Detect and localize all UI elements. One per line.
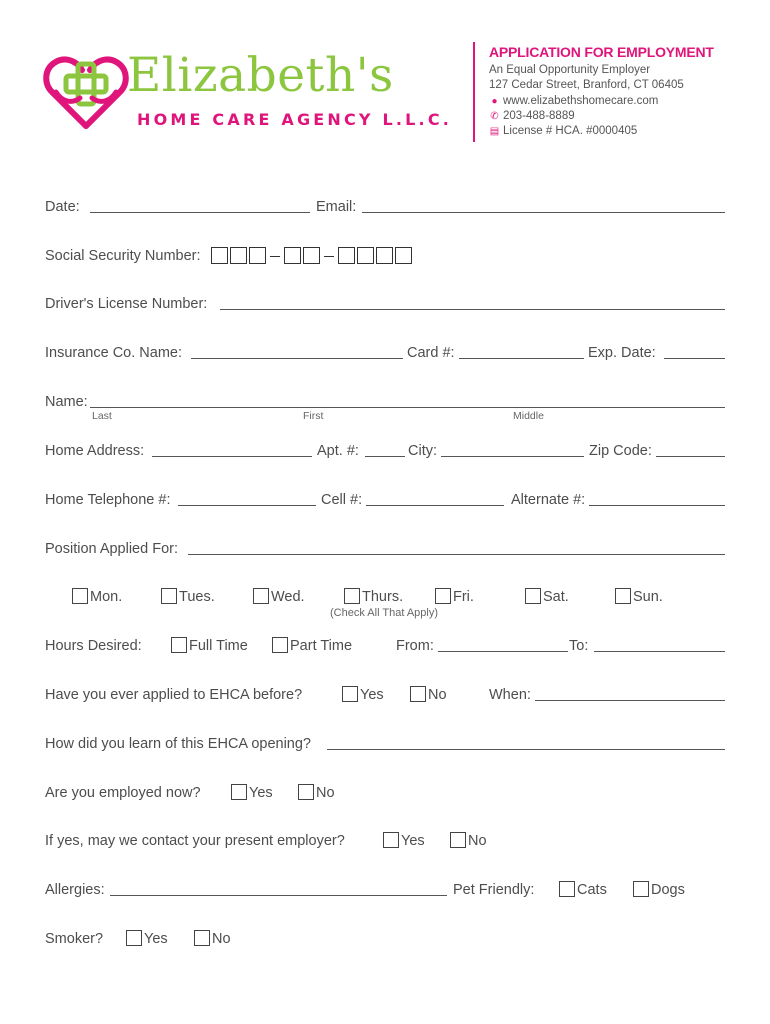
employed-yes-checkbox[interactable] bbox=[231, 784, 247, 800]
from-label: From: bbox=[396, 638, 434, 654]
globe-icon: ● bbox=[491, 96, 498, 107]
logo-subtitle: HOME CARE AGENCY L.L.C. bbox=[137, 110, 453, 129]
ssn-label: Social Security Number: bbox=[45, 248, 201, 264]
employed-yes-label: Yes bbox=[249, 785, 273, 801]
position-field[interactable] bbox=[188, 554, 725, 555]
pet-friendly-label: Pet Friendly: bbox=[453, 882, 535, 898]
exp-field[interactable] bbox=[664, 358, 725, 359]
learn-field[interactable] bbox=[327, 749, 725, 750]
day-label-thurs: Thurs. bbox=[362, 589, 404, 605]
apt-label: Apt. #: bbox=[317, 443, 359, 459]
cats-label: Cats bbox=[577, 882, 607, 898]
ssn-box[interactable] bbox=[376, 247, 393, 264]
day-label-sat: Sat. bbox=[543, 589, 569, 605]
smoker-yes-checkbox[interactable] bbox=[126, 930, 142, 946]
position-label: Position Applied For: bbox=[45, 541, 178, 557]
ssn-box[interactable] bbox=[211, 247, 228, 264]
card-field[interactable] bbox=[459, 358, 584, 359]
logo-name: Elizabeth's bbox=[127, 48, 394, 103]
address-text: 127 Cedar Street, Branford, CT 06405 bbox=[489, 79, 684, 91]
smoker-no-label: No bbox=[212, 931, 231, 947]
insurance-field[interactable] bbox=[191, 358, 403, 359]
to-field[interactable] bbox=[594, 651, 725, 652]
name-label: Name: bbox=[45, 394, 88, 410]
ssn-box[interactable] bbox=[249, 247, 266, 264]
day-label-mon: Mon. bbox=[90, 589, 123, 605]
cell-field[interactable] bbox=[366, 505, 504, 506]
dogs-label: Dogs bbox=[651, 882, 685, 898]
full-time-checkbox[interactable] bbox=[171, 637, 187, 653]
license-text: License # HCA. #0000405 bbox=[503, 125, 638, 137]
home-address-field[interactable] bbox=[152, 456, 312, 457]
when-field[interactable] bbox=[535, 700, 725, 701]
hours-label: Hours Desired: bbox=[45, 638, 142, 654]
phone-icon: ✆ bbox=[490, 111, 499, 122]
contact-yes-checkbox[interactable] bbox=[383, 832, 399, 848]
applied-no-checkbox[interactable] bbox=[410, 686, 426, 702]
alternate-field[interactable] bbox=[589, 505, 725, 506]
website-text: www.elizabethshomecare.com bbox=[503, 95, 659, 107]
day-checkbox-tues[interactable] bbox=[161, 588, 177, 604]
form-title: APPLICATION FOR EMPLOYMENT bbox=[489, 44, 714, 60]
smoker-no-checkbox[interactable] bbox=[194, 930, 210, 946]
home-address-label: Home Address: bbox=[45, 443, 145, 459]
dogs-checkbox[interactable] bbox=[633, 881, 649, 897]
date-label: Date: bbox=[45, 199, 80, 215]
email-label: Email: bbox=[316, 199, 357, 215]
date-field[interactable] bbox=[90, 212, 310, 213]
city-field[interactable] bbox=[441, 456, 584, 457]
from-field[interactable] bbox=[438, 651, 568, 652]
eoe-text: An Equal Opportunity Employer bbox=[489, 64, 651, 76]
day-checkbox-sun[interactable] bbox=[615, 588, 631, 604]
ssn-box[interactable] bbox=[357, 247, 374, 264]
applied-yes-checkbox[interactable] bbox=[342, 686, 358, 702]
website-row bbox=[489, 94, 658, 109]
ssn-box[interactable] bbox=[338, 247, 355, 264]
name-last-caption: Last bbox=[92, 410, 112, 422]
to-label: To: bbox=[569, 638, 589, 654]
phone-text: 203-488-8889 bbox=[503, 110, 575, 122]
exp-label: Exp. Date: bbox=[588, 345, 656, 361]
contact-label: If yes, may we contact your present employer? bbox=[45, 833, 345, 849]
employed-label: Are you employed now? bbox=[45, 785, 201, 801]
days-note: (Check All That Apply) bbox=[330, 607, 439, 619]
day-label-sun: Sun. bbox=[633, 589, 663, 605]
day-checkbox-mon[interactable] bbox=[72, 588, 88, 604]
day-label-tues: Tues. bbox=[179, 589, 215, 605]
day-label-wed: Wed. bbox=[271, 589, 305, 605]
card-label: Card #: bbox=[407, 345, 455, 361]
ssn-dash bbox=[324, 256, 334, 257]
cell-label: Cell #: bbox=[321, 492, 363, 508]
contact-yes-label: Yes bbox=[401, 833, 425, 849]
city-label: City: bbox=[408, 443, 437, 459]
when-label: When: bbox=[489, 687, 531, 703]
name-field[interactable] bbox=[90, 407, 725, 408]
dl-label: Driver's License Number: bbox=[45, 296, 208, 312]
ssn-box[interactable] bbox=[303, 247, 320, 264]
logo-icon bbox=[42, 46, 130, 132]
id-card-icon: ▤ bbox=[489, 126, 500, 137]
contact-no-label: No bbox=[468, 833, 487, 849]
allergies-field[interactable] bbox=[110, 895, 447, 896]
ssn-box[interactable] bbox=[395, 247, 412, 264]
zip-label: Zip Code: bbox=[589, 443, 652, 459]
day-checkbox-sat[interactable] bbox=[525, 588, 541, 604]
name-middle-caption: Middle bbox=[513, 410, 544, 422]
day-checkbox-wed[interactable] bbox=[253, 588, 269, 604]
allergies-label: Allergies: bbox=[45, 882, 105, 898]
ssn-box[interactable] bbox=[230, 247, 247, 264]
ssn-box[interactable] bbox=[284, 247, 301, 264]
email-field[interactable] bbox=[362, 212, 725, 213]
smoker-yes-label: Yes bbox=[144, 931, 168, 947]
employed-no-label: No bbox=[316, 785, 335, 801]
home-tel-field[interactable] bbox=[178, 505, 316, 506]
applied-no-label: No bbox=[428, 687, 447, 703]
day-checkbox-fri[interactable] bbox=[435, 588, 451, 604]
applied-yes-label: Yes bbox=[360, 687, 384, 703]
insurance-label: Insurance Co. Name: bbox=[45, 345, 183, 361]
learn-label: How did you learn of this EHCA opening? bbox=[45, 736, 311, 752]
part-time-checkbox[interactable] bbox=[272, 637, 288, 653]
cats-checkbox[interactable] bbox=[559, 881, 575, 897]
employed-no-checkbox[interactable] bbox=[298, 784, 314, 800]
applied-before-label: Have you ever applied to EHCA before? bbox=[45, 687, 303, 703]
license-row bbox=[489, 124, 637, 139]
day-label-fri: Fri. bbox=[453, 589, 474, 605]
home-tel-label: Home Telephone #: bbox=[45, 492, 171, 508]
phone-row bbox=[489, 109, 575, 124]
smoker-label: Smoker? bbox=[45, 931, 104, 947]
zip-field[interactable] bbox=[656, 456, 725, 457]
apt-field[interactable] bbox=[365, 456, 405, 457]
full-time-label: Full Time bbox=[189, 638, 248, 654]
alternate-label: Alternate #: bbox=[511, 492, 586, 508]
part-time-label: Part Time bbox=[290, 638, 353, 654]
dl-field[interactable] bbox=[220, 309, 725, 310]
ssn-dash bbox=[270, 256, 280, 257]
contact-no-checkbox[interactable] bbox=[450, 832, 466, 848]
header-divider bbox=[473, 42, 475, 142]
day-checkbox-thurs[interactable] bbox=[344, 588, 360, 604]
name-first-caption: First bbox=[303, 410, 324, 422]
